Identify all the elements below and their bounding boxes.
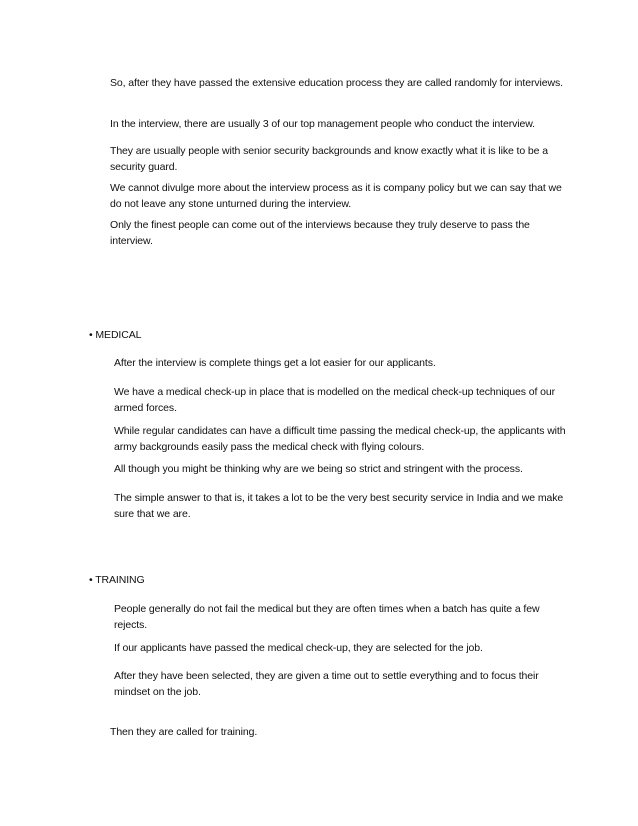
paragraph: In the interview, there are usually 3 of our top management people who conduct the interview. [110, 118, 535, 130]
paragraph: People generally do not fail the medical but they are often times when a batch has quite a few rejects. [114, 603, 540, 631]
section-heading-medical: • MEDICAL [89, 329, 142, 341]
paragraph: So, after they have passed the extensive education process they are called randomly for interviews. [110, 77, 563, 89]
paragraph: After the interview is complete things get a lot easier for our applicants. [114, 357, 436, 369]
paragraph: We cannot divulge more about the interview process as it is company policy but we can say that we do not leave any stone unturned during the interview. [110, 182, 562, 210]
paragraph: If our applicants have passed the medical check-up, they are selected for the job. [114, 642, 483, 654]
paragraph: We have a medical check-up in place that is modelled on the medical check-up techniques of our armed forces. [114, 386, 555, 414]
paragraph: The simple answer to that is, it takes a lot to be the very best security service in India and we make sure that we are. [114, 492, 564, 520]
paragraph: While regular candidates can have a difficult time passing the medical check-up, the applicants with army backgrounds easily pass the medical check with flying colours. [114, 425, 566, 453]
paragraph: Then they are called for training. [110, 726, 258, 738]
paragraph: Only the finest people can come out of the interviews because they truly deserve to pass the interview. [110, 219, 530, 247]
section-heading-training: • TRAINING [89, 574, 145, 586]
paragraph: After they have been selected, they are given a time out to settle everything and to focus their mindset on the job. [114, 670, 539, 698]
paragraph: All though you might be thinking why are we being so strict and stringent with the process. [114, 463, 523, 475]
paragraph: They are usually people with senior security backgrounds and know exactly what it is like to be a security guard. [110, 145, 548, 173]
